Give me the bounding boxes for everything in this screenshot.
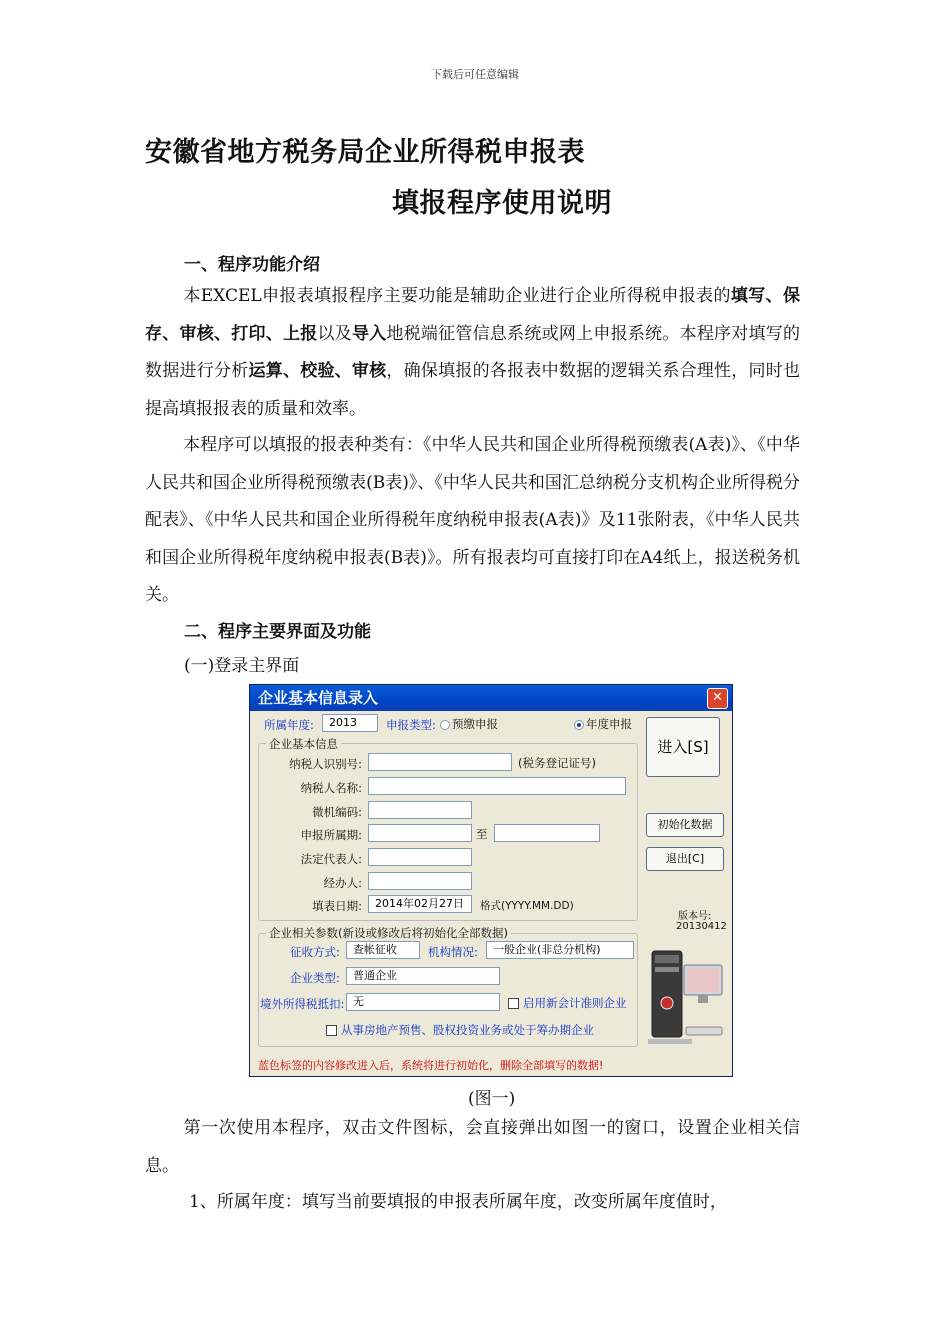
- type-label: 企业类型:: [290, 971, 340, 985]
- report-type-label: 申报类型:: [386, 718, 436, 732]
- computer-icon: [646, 947, 726, 1047]
- legal-rep-label: 法定代表人:: [300, 852, 362, 866]
- radio-prepay-label: 预缴申报: [452, 717, 498, 731]
- close-icon[interactable]: ✕: [707, 688, 728, 709]
- radio-prepay[interactable]: [440, 716, 498, 732]
- period-to-label: 至: [476, 827, 488, 841]
- version-value: 20130412: [676, 921, 727, 932]
- year-label: 所属年度:: [264, 718, 314, 732]
- figure-caption: (图一): [468, 1089, 516, 1109]
- params-group-label: 企业相关参数(新设或修改后将初始化全部数据): [266, 925, 511, 941]
- new-accounting-checkbox[interactable]: [508, 995, 627, 1011]
- new-accounting-checkbox-box[interactable]: [508, 998, 519, 1009]
- handler-input[interactable]: [368, 872, 472, 890]
- paragraph-4: [145, 1184, 800, 1222]
- taxpayer-id-hint: (税务登记证号): [518, 756, 596, 770]
- period-end-input[interactable]: [494, 824, 600, 842]
- realestate-checkbox-label: 从事房地产预售、股权投资业务或处于筹办期企业: [341, 1023, 594, 1037]
- format-hint: 格式(YYYY.MM.DD): [480, 900, 574, 912]
- para1-text-4: ，确保填报的各报表中数据的逻辑关系合理性，同时也提高填报报表的质量和效率。: [145, 361, 801, 419]
- page-title-line1: 安徽省地方税务局企业所得税申报表: [145, 137, 585, 168]
- machine-code-label: 微机编码:: [312, 805, 362, 819]
- realestate-checkbox[interactable]: [326, 1022, 594, 1038]
- section2-heading: 二、程序主要界面及功能: [184, 622, 371, 642]
- taxpayer-id-label: 纳税人识别号:: [289, 757, 362, 771]
- basic-info-group-label: 企业基本信息: [266, 736, 341, 752]
- company-info-dialog: [249, 684, 733, 1077]
- taxpayer-id-input[interactable]: [368, 753, 512, 771]
- foreign-tax-select[interactable]: 无: [346, 993, 500, 1011]
- collect-select[interactable]: 查帐征收: [346, 941, 420, 959]
- foreign-tax-label: 境外所得税抵扣:: [260, 997, 345, 1011]
- para1-bold-2: 导入: [351, 323, 387, 344]
- para3-text: 第一次使用本程序，双击文件图标，会直接弹出如图一的窗口，设置企业相关信息。: [145, 1118, 800, 1176]
- para1-text-1: 本EXCEL申报表填报程序主要功能是辅助企业进行企业所得税申报表的: [183, 286, 731, 306]
- fill-date-label: 填表日期:: [312, 899, 362, 913]
- handler-label: 经办人:: [323, 876, 362, 890]
- exit-button[interactable]: 退出[C]: [646, 847, 724, 871]
- header-note: 下载后可任意编辑: [431, 68, 519, 81]
- taxpayer-name-input[interactable]: [368, 777, 626, 795]
- paragraph-1: [145, 278, 800, 428]
- collect-label: 征收方式:: [290, 945, 340, 959]
- para4-text: 1、所属年度：填写当前要填报的申报表所属年度，改变所属年度值时，: [189, 1192, 727, 1212]
- para1-bold-1: 填写、保存、审核、打印、上报: [145, 286, 801, 344]
- radio-prepay-circle[interactable]: [440, 720, 450, 730]
- subsection-1: (一)登录主界面: [184, 656, 300, 676]
- period-label: 申报所属期:: [300, 828, 362, 842]
- para1-bold-3: 运算、校验、审核: [248, 361, 387, 381]
- enter-button[interactable]: 进入[S]: [646, 717, 720, 777]
- new-accounting-checkbox-label: 启用新会计准则企业: [523, 996, 627, 1010]
- warning-text: 蓝色标签的内容修改进入后，系统将进行初始化，删除全部填写的数据!: [258, 1059, 604, 1072]
- legal-rep-input[interactable]: [368, 848, 472, 866]
- paragraph-3: [145, 1110, 800, 1185]
- para2-text: 本程序可以填报的报表种类有：《中华人民共和国企业所得税预缴表(A表)》、《中华人民共和国企业所得税预缴表(B表)》、《中华人民共和国汇总纳税分支机构企业所得税分配表》、《中华人民共和国企业所得税年度纳税申报表(A表)》及11张附表，《中华人民共和国企业所得税年度纳税申报表(B表)》。所有报表均可直接打印在A4纸上，报送税务机关。: [145, 435, 800, 605]
- machine-code-input[interactable]: [368, 801, 472, 819]
- page-title-line2: 填报程序使用说明: [392, 188, 612, 219]
- init-data-button[interactable]: 初始化数据: [646, 813, 724, 837]
- type-select[interactable]: 普通企业: [346, 967, 500, 985]
- section1-heading: 一、程序功能介绍: [184, 255, 320, 275]
- year-input[interactable]: 2013: [322, 714, 378, 732]
- radio-annual[interactable]: [574, 716, 632, 732]
- para1-text-2: 以及: [317, 323, 352, 344]
- taxpayer-name-label: 纳税人名称:: [300, 781, 362, 795]
- realestate-checkbox-box[interactable]: [326, 1025, 337, 1036]
- org-select[interactable]: 一般企业(非总分机构): [486, 941, 634, 959]
- version-label: 版本号:: [678, 911, 712, 922]
- dialog-title: 企业基本信息录入: [250, 685, 732, 711]
- period-start-input[interactable]: [368, 824, 472, 842]
- para1-text-3: 地税端征管信息系统或网上申报系统。本程序对填写的数据进行分析: [145, 323, 801, 381]
- radio-annual-label: 年度申报: [586, 717, 632, 731]
- org-label: 机构情况:: [428, 945, 478, 959]
- fill-date-input[interactable]: 2014年02月27日: [368, 895, 472, 913]
- radio-annual-circle[interactable]: [574, 720, 584, 730]
- paragraph-2: [145, 427, 800, 615]
